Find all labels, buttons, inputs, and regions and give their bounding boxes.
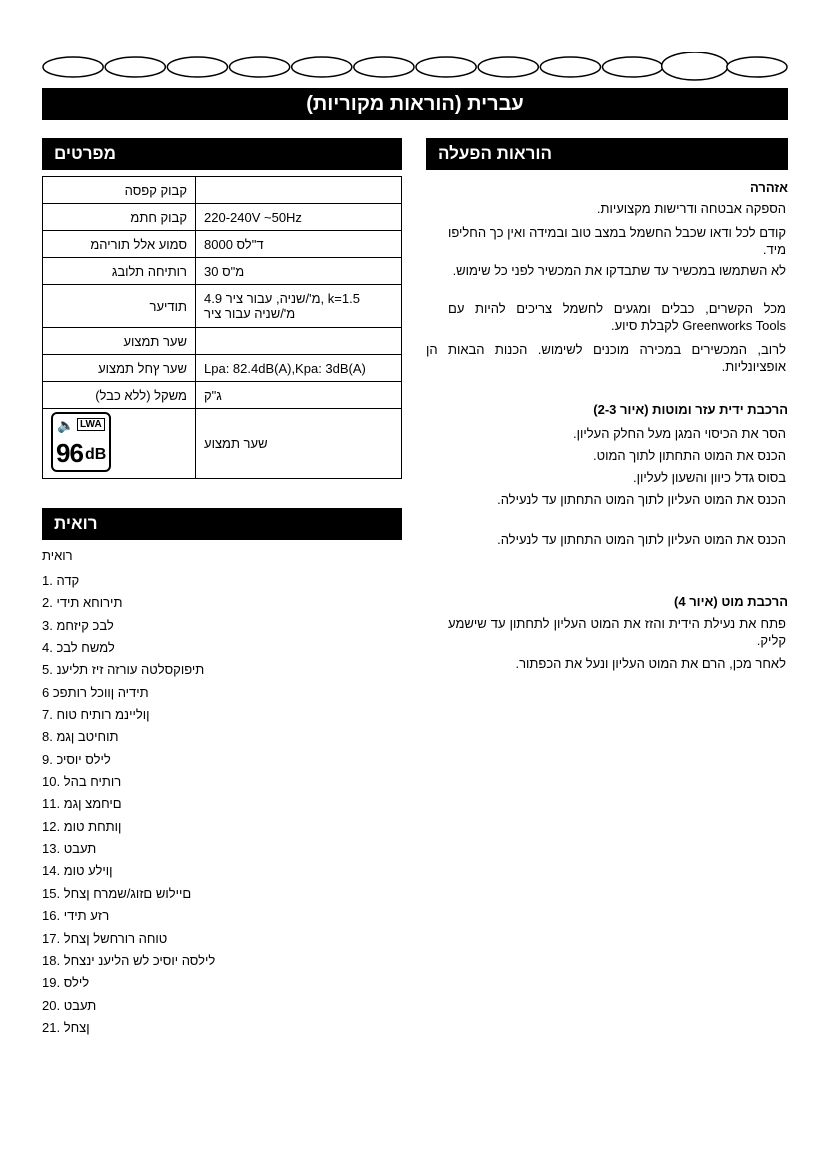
badge-value: 96 [56,438,83,468]
spec-label: קבוק קפסה [43,177,196,204]
language-tab [230,57,290,77]
parts-list-item: 18. לילסה יוסיכ לש הליענ ינצחל [42,952,216,968]
warning-para-3: לא השתמשו במכשיר עד שתבדקו את המכשיר לפני כל שימוש. [452,263,786,278]
warning-para-2: קודם לכל ודאו שכבל החשמל במצב טוב ובמידה ואין כך החליפו מיד. [448,225,786,257]
warning-para-4: מכל הקשרים, כבלים ומגעים לחשמל צריכים להיות עם Greenworks Tools לקבלת סיוע. [448,301,786,333]
parameters-heading: מפרטים [42,138,402,170]
spec-label: משקל (ללא כבל) [43,382,196,409]
pole-assembly-title: הרכבת מוט (איור 4) [674,594,788,609]
language-tab [727,57,787,77]
language-tab [43,57,103,77]
parts-list-item: 5. תיפוקסלטה עורזה זיז תליענ [42,662,205,678]
parts-list-item: 12. ןותחת טומ [42,818,122,834]
language-tab [167,57,227,77]
parts-list-item: 9. לילס יוסיכ [42,751,111,767]
parts-list-item: 13. תעבט [42,841,97,857]
parts-list-item: 10. רותיח בהל [42,774,122,790]
warning-para-1: הספקה אבטחה ודרישות מקצועיות. [596,201,786,216]
language-tab [292,57,352,77]
noise-badge-cell [43,409,196,479]
spec-value: 8000 ד"לס [196,231,402,258]
spec-row [43,231,402,258]
handle-para-2: הכנס את המוט התחתון לתוך המוט. [593,448,786,463]
handle-para-5: הכנס את המוט העליון לתוך המוט התחתון עד לנעילה. [497,532,786,547]
language-tab [603,57,663,77]
parts-list-item: 19. לילס [42,975,90,991]
parts-list [42,570,342,1039]
parts-list-item: 3. לבכ קיזחמ [42,617,114,633]
spec-value: 4.9 מ'/שניה, עבור ציר, k=1.5 מ'/שניה עבור ציר [196,285,402,328]
parts-list-item: 20. תעבט [42,997,97,1013]
parts-list-item: 21. ןצחל [42,1019,90,1035]
speaker-icon: 🔈 [57,417,75,433]
language-tab [478,57,538,77]
noise-level-badge [51,412,111,472]
language-tab [540,57,600,77]
parts-list-title: רואית [42,548,73,563]
page-title: עברית (הוראות מקוריות) [42,88,788,120]
handle-assembly-title: הרכבת ידית עזר ומוטות (איור 2-3) [593,402,788,417]
spec-row [43,285,402,328]
parts-list-item: 7. ןוליינמ רותיח טוח [42,707,150,723]
appearance-heading: רואית [42,508,402,540]
handle-para-1: הסר את הכיסוי המגן מעל החלק העליון. [573,426,786,441]
language-tab-active [662,52,728,80]
parts-list-item: 11. םיחמצ ןגמ [42,796,122,812]
pole-para-1: פתח את נעילת הידית והזז את המוט העליון לתחתון עד שישמע קליק. [448,616,786,648]
handle-para-3: בסוס גדל כיוון והשעון לעליון. [633,470,786,485]
spec-label: סמוע אלל תוריהמ [43,231,196,258]
handle-para-4: הכנס את המוט העליון לתוך המוט התחתון עד לנעילה. [497,492,786,507]
note-para: לרוב, המכשירים במכירה מוכנים לשימוש. הכנות הבאות הן אופציונליות. [426,342,786,374]
spec-row [43,204,402,231]
badge-row-value: שער תמצוע [196,409,402,479]
parts-list-item: 16. רזע תידי [42,908,110,924]
parts-list-item: 15. םיילוש םזוג/שמרח ןצחל [42,885,192,901]
parts-list-item: 14. ןוילע טומ [42,863,113,879]
parts-list-item: 2. תירוחא תידי [42,595,123,611]
spec-row [43,328,402,355]
spec-value [196,177,402,204]
warning-title: אזהרה [749,180,788,195]
spec-label: קבוק חתמ [43,204,196,231]
parts-list-item: 8. תוחיטב ןגמ [42,729,119,745]
parameters-table [42,176,402,479]
spec-value [196,328,402,355]
spec-value: 220-240V ~50Hz [196,204,402,231]
spec-row [43,355,402,382]
parts-list-item: 4. למשח לבכ [42,640,115,656]
language-tabs [42,52,788,82]
pole-para-2: לאחר מכן, הרם את המוט העליון ונעל את הכפתור. [515,656,786,671]
spec-label: רותיחה תלובג [43,258,196,285]
language-tab [354,57,414,77]
spec-label: שער ץחל תמצוע [43,355,196,382]
usage-heading: הוראות הפעלה [426,138,788,170]
parts-list-item: 6 תידיה ןווכל רותפכ [42,684,149,700]
spec-value: Lpa: 82.4dB(A),Kpa: 3dB(A) [196,355,402,382]
badge-lwa: LWA [77,418,105,431]
badge-unit: dB [85,446,107,463]
language-tab [416,57,476,77]
spec-value: 30 מ"ס [196,258,402,285]
spec-label: שער תמצוע [43,328,196,355]
spec-row [43,258,402,285]
spec-row [43,177,402,204]
parts-list-item: 1. קדה [42,573,80,588]
parts-list-item: 17. טוחה רורחשל ןצחל [42,930,168,946]
language-tab [105,57,165,77]
spec-row [43,382,402,409]
spec-value: ג"ק [196,382,402,409]
spec-label: תודיער [43,285,196,328]
badge-row [43,409,402,479]
